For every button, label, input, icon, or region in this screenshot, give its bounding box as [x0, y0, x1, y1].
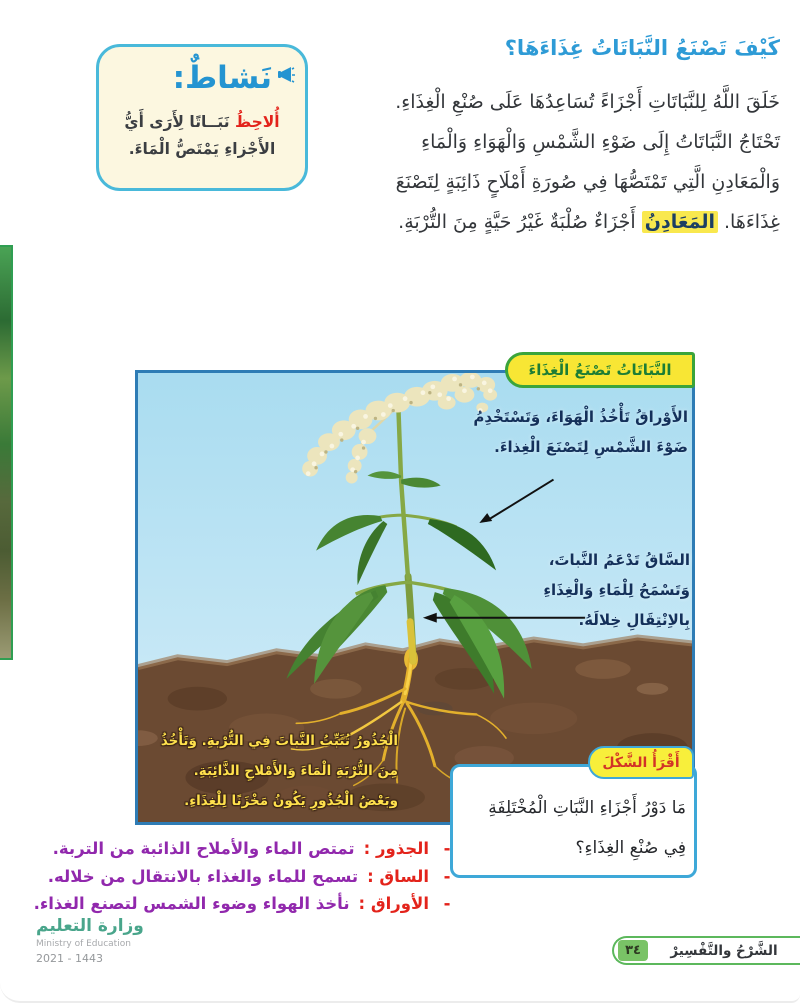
footer-section-pill: [612, 936, 800, 965]
highlighted-term: المَعَادِنُ: [642, 211, 718, 233]
ministry-logo: [36, 916, 144, 965]
section-name: الشَّرْحُ والتَّفْسِيرْ: [670, 942, 778, 959]
activity-line: [109, 109, 295, 136]
diagram-caption: النَّبَاتَاتُ تَصْنَعُ الْغِذَاءَ: [505, 352, 695, 388]
page-title: كَيْفَ تَصْنَعُ النَّبَاتَاتُ غِذَاءَهَا؟: [504, 36, 780, 60]
left-photo-strip: [0, 245, 13, 660]
roots-label-line: وبَعْضُ الْجُذُورِ يَكُونُ مَخْزَنًا لِلْغِذَاءِ.: [184, 793, 398, 809]
note-row: [8, 890, 456, 918]
leaves-label-line: ضَوْءَ الشَّمْسِ لِتَصْنَعَ الْغِذاءَ.: [494, 438, 688, 456]
activity-text: نَبَــاتًا لِأَرَى أَيُّ: [124, 113, 230, 131]
note-term: الأوراق :: [358, 894, 429, 913]
note-definition: تمتص الماء والأملاح الذائبة من التربة.: [52, 839, 355, 858]
paragraph-line: تَحْتَاجُ النَّبَاتَاتُ إِلَى ضَوْءِ الشَّمْسِ وَالْهَوَاءِ وَالْمَاءِ: [421, 131, 780, 153]
paragraph-text: غِذَاءَهَا.: [724, 211, 780, 233]
paragraph-line: خَلَقَ اللَّهُ لِلنَّبَاتَاتِ أَجْزَاءً تُسَاعِدُهَا عَلَى صُنْعِ الْغِذَاءِ.: [395, 91, 780, 113]
stem-label: [492, 545, 690, 635]
question-line: فِي صُنْعِ الغِذَاءِ؟: [575, 838, 686, 858]
activity-icon: [277, 65, 295, 91]
paragraph-line: [318, 202, 780, 242]
observe-word: أُلاحِظُ: [234, 113, 280, 131]
page-bottom-edge: [0, 983, 800, 1003]
question-line: مَا دَوْرُ أَجْزَاءِ النَّبَاتِ الْمُخْتَلِفَةِ: [488, 798, 686, 818]
read-figure-tab: أَقْرَأُ الشَّكْلَ: [588, 746, 694, 779]
stem-label-line: السَّاقُ تَدْعَمُ النَّباتَ،: [548, 551, 690, 569]
note-term: الساق :: [367, 866, 429, 886]
note-definition: نأخذ الهواء وضوء الشمس لتصنع الغذاء.: [33, 894, 350, 913]
summary-notes: [8, 835, 456, 918]
roots-label-line: الْجُذُورُ تُثَبِّتُ النَّباتَ فِي التُّرْبةِ. وَتَأْخُذُ: [160, 733, 398, 749]
leaves-label: [440, 402, 688, 462]
stem-label-line: وَتَسْمَحُ لِلْمَاءِ وَالْغِذَاءِ: [543, 581, 690, 599]
activity-body: [109, 109, 295, 163]
stem-label-line: بِالاِنْتِقَالِ خِلالَهُ.: [578, 611, 690, 629]
ministry-name-arabic: وزارة التعليم: [36, 916, 144, 936]
read-figure-question: [462, 788, 686, 868]
intro-paragraph: [318, 82, 780, 242]
note-dash: -: [443, 866, 451, 886]
roots-label-line: مِنَ التُّرْبَةِ الْمَاءَ وَالأَمْلاحِ الذَّائِبَةِ.: [193, 763, 398, 779]
ministry-name-english: Ministry of Education: [36, 939, 131, 950]
activity-box: [96, 44, 308, 191]
note-definition: تسمح للماء والغذاء بالانتقال من خلاله.: [47, 866, 359, 886]
note-row: [8, 835, 456, 863]
activity-title: نَشاطٌ:: [172, 59, 272, 96]
paragraph-line: وَالْمَعَادِنِ الَّتِي تَمْتَصُّهَا فِي صُورَةِ أَمْلَاحٍ ذَائِبَةٍ لِتَصْنَعَ: [395, 171, 780, 193]
page-number: ٣٤: [618, 940, 648, 961]
leaves-label-line: الأَوْراقُ تَأْخُذُ الْهَوَاءَ، وَتَسْتَخْدِمُ: [473, 408, 688, 426]
roots-label: [140, 726, 398, 816]
note-dash: -: [443, 894, 451, 913]
paragraph-text: أَجْزَاءٌ صُلْبَةٌ غَيْرُ حَيَّةٍ مِنَ التُّرْبَةِ.: [398, 211, 636, 233]
activity-header: [109, 51, 295, 105]
note-dash: -: [443, 839, 451, 858]
note-row: [8, 863, 456, 891]
activity-line: الأَجْزاءِ يَمْتَصُّ الْمَاءَ.: [128, 140, 276, 158]
note-term: الجذور :: [363, 839, 429, 858]
edition-years: 2021 - 1443: [36, 951, 103, 965]
